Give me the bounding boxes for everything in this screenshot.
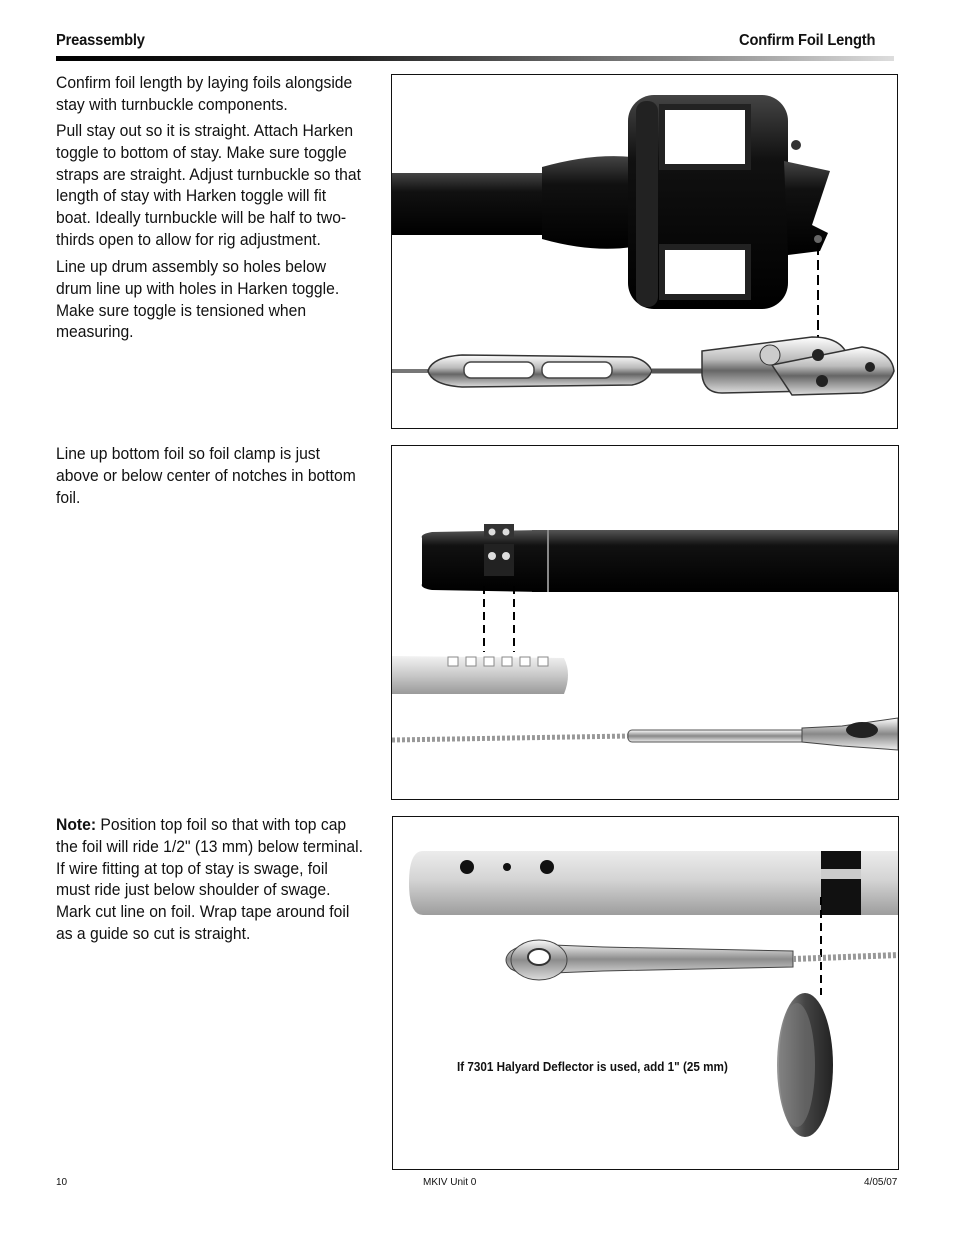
step2-paragraph: Line up bottom foil so foil clamp is just above or below center of notches in bottom foil. bbox=[56, 445, 356, 507]
step1-paragraph-1: Confirm foil length by laying foils alongside stay with turnbuckle components. bbox=[56, 74, 353, 114]
step1-paragraph-3: Line up drum assembly so holes below drum line up with holes in Harken toggle. Make sure toggle is tensioned when measuring. bbox=[56, 258, 340, 342]
drum-turnbuckle-illustration bbox=[392, 75, 897, 428]
halyard-deflector-caption: If 7301 Halyard Deflector is used, add 1" (25 mm) bbox=[457, 1059, 728, 1074]
document-name: MKIV Unit 0 bbox=[423, 1177, 477, 1188]
page-title: Confirm Foil Length bbox=[739, 32, 876, 49]
page-number: 10 bbox=[56, 1177, 68, 1188]
document-date: 4/05/07 bbox=[864, 1177, 898, 1188]
section-title: Preassembly bbox=[56, 32, 145, 49]
step3-note bbox=[56, 815, 365, 946]
note-label: Note: bbox=[56, 816, 97, 834]
top-foil-illustration bbox=[393, 817, 898, 1169]
figure-top-foil bbox=[392, 816, 899, 1170]
header-rule bbox=[56, 56, 894, 61]
bottom-foil-illustration bbox=[392, 446, 898, 799]
step1-paragraph-2: Pull stay out so it is straight. Attach Harken toggle to bottom of stay. Make sure toggle straps are straight. Adjust turnbuckle so that length of stay with Harken toggle will fit boat. Ideally turnbuckle will be half to two-thirds open to allow for rig adjustment. bbox=[56, 122, 361, 249]
note-text: Position top foil so that with top cap the foil will ride 1/2" (13 mm) below terminal. If wire fitting at top of stay is swage, foil must ride just below shoulder of swage. Mark cut line on foil. Wrap tape around foil as a guide so cut is straight. bbox=[56, 816, 363, 943]
figure-drum-turnbuckle bbox=[391, 74, 898, 429]
figure-bottom-foil bbox=[391, 445, 899, 800]
